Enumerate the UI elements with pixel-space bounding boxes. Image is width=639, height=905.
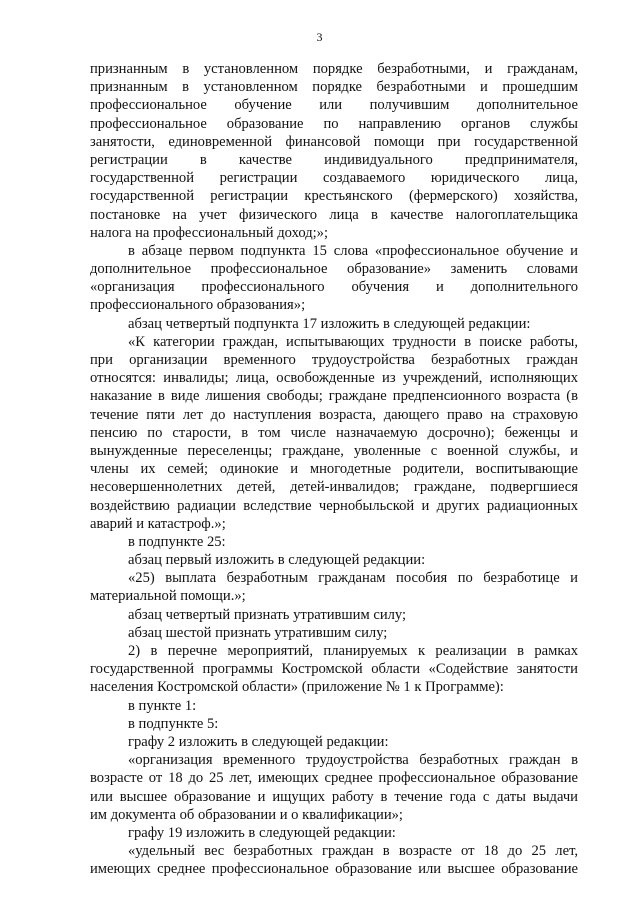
document-body <box>90 60 578 878</box>
text-line: населения Костромской области» (приложение № 1 к Программе): <box>90 679 504 696</box>
text-line: пенсию по старости, в том числе назначаемую досрочно); беженцы и <box>90 424 578 441</box>
text-line: «удельный вес безработных граждан в возрасте от 18 до 25 лет, <box>128 843 578 860</box>
text-line: абзац четвертый признать утратившим силу; <box>128 606 407 623</box>
text-line: несовершеннолетних детей, детей-инвалидов; граждане, подвергшиеся <box>90 479 578 496</box>
text-line: постановке на учет физического лица в качестве налогоплательщика <box>90 206 578 223</box>
text-line: течение пяти лет до наступления возраста, дающего право на страховую <box>90 406 578 423</box>
text-line: имеющих среднее профессиональное образование или высшее образование <box>90 861 578 878</box>
text-line: материальной помощи.»; <box>90 588 246 605</box>
text-line: 2) в перечне мероприятий, планируемых к реализации в рамках <box>128 643 578 659</box>
text-line: профессионального образования»; <box>90 297 306 314</box>
text-line: аварий и катастроф.»; <box>90 515 226 532</box>
text-line: налога на профессиональный доход;»; <box>90 224 329 241</box>
text-line: государственной программы Костромской области «Содействие занятости <box>90 661 578 678</box>
text-line: «организация временного трудоустройства безработных граждан в <box>128 752 578 769</box>
text-line: занятости, единовременной финансовой помощи при государственной <box>90 133 578 150</box>
text-line: «организация профессионального обучения и дополнительного <box>90 279 578 296</box>
text-line: признанным в установленном порядке безработными, и гражданам, <box>90 61 578 77</box>
text-line: или высшее образование и ищущих работу в течение года с даты выдачи <box>90 788 578 805</box>
text-line: в абзаце первом подпункта 15 слова «профессиональное обучение и <box>128 242 578 259</box>
text-line: воздействию радиации вследствие чернобыльской и других радиационных <box>90 497 578 514</box>
text-line: регистрации в качестве индивидуального предпринимателя, <box>90 151 578 168</box>
text-line: профессиональное обучение или получившим дополнительное <box>90 97 578 114</box>
text-line: признанным в установленном порядке безработными и прошедшим <box>90 79 578 96</box>
text-line: в подпункте 25: <box>128 533 226 550</box>
text-line: при организации временного трудоустройства безработных граждан <box>90 352 578 368</box>
text-line: члены их семей; одинокие и многодетные родители, воспитывающие <box>90 461 578 478</box>
text-line: абзац первый изложить в следующей редакции: <box>128 552 426 569</box>
text-line: графу 19 изложить в следующей редакции: <box>128 824 396 841</box>
text-line: наказание в виде лишения свободы; граждане предпенсионного возраста (в <box>90 388 578 405</box>
text-line: «К категории граждан, испытывающих трудности в поиске работы, <box>128 333 578 350</box>
text-line: абзац четвертый подпункта 17 изложить в следующей редакции: <box>128 315 531 332</box>
text-line: «25) выплата безработным гражданам пособия по безработице и <box>128 570 578 587</box>
text-line: графу 2 изложить в следующей редакции: <box>128 733 389 750</box>
text-line: относятся: инвалиды; лица, освобожденные из учреждений, исполняющих <box>90 370 578 387</box>
text-line: вынужденные переселенцы; граждане, уволенные с военной службы, и <box>90 442 578 459</box>
text-line: дополнительное профессиональное образование» заменить словами <box>90 261 578 278</box>
page-number: 3 <box>316 30 323 44</box>
text-line: государственной регистрации крестьянского (фермерского) хозяйства, <box>90 188 578 205</box>
text-line: государственной регистрации создаваемого юридического лица, <box>90 170 578 187</box>
text-line: возрасте от 18 до 25 лет, имеющих среднее профессиональное образование <box>90 770 578 787</box>
text-line: профессиональное образование по направлению органов службы <box>90 115 578 132</box>
text-line: в пункте 1: <box>128 697 197 714</box>
text-line: абзац шестой признать утратившим силу; <box>128 624 388 641</box>
text-line: в подпункте 5: <box>128 715 219 732</box>
text-line: им документа об образовании и о квалификации»; <box>90 806 403 823</box>
